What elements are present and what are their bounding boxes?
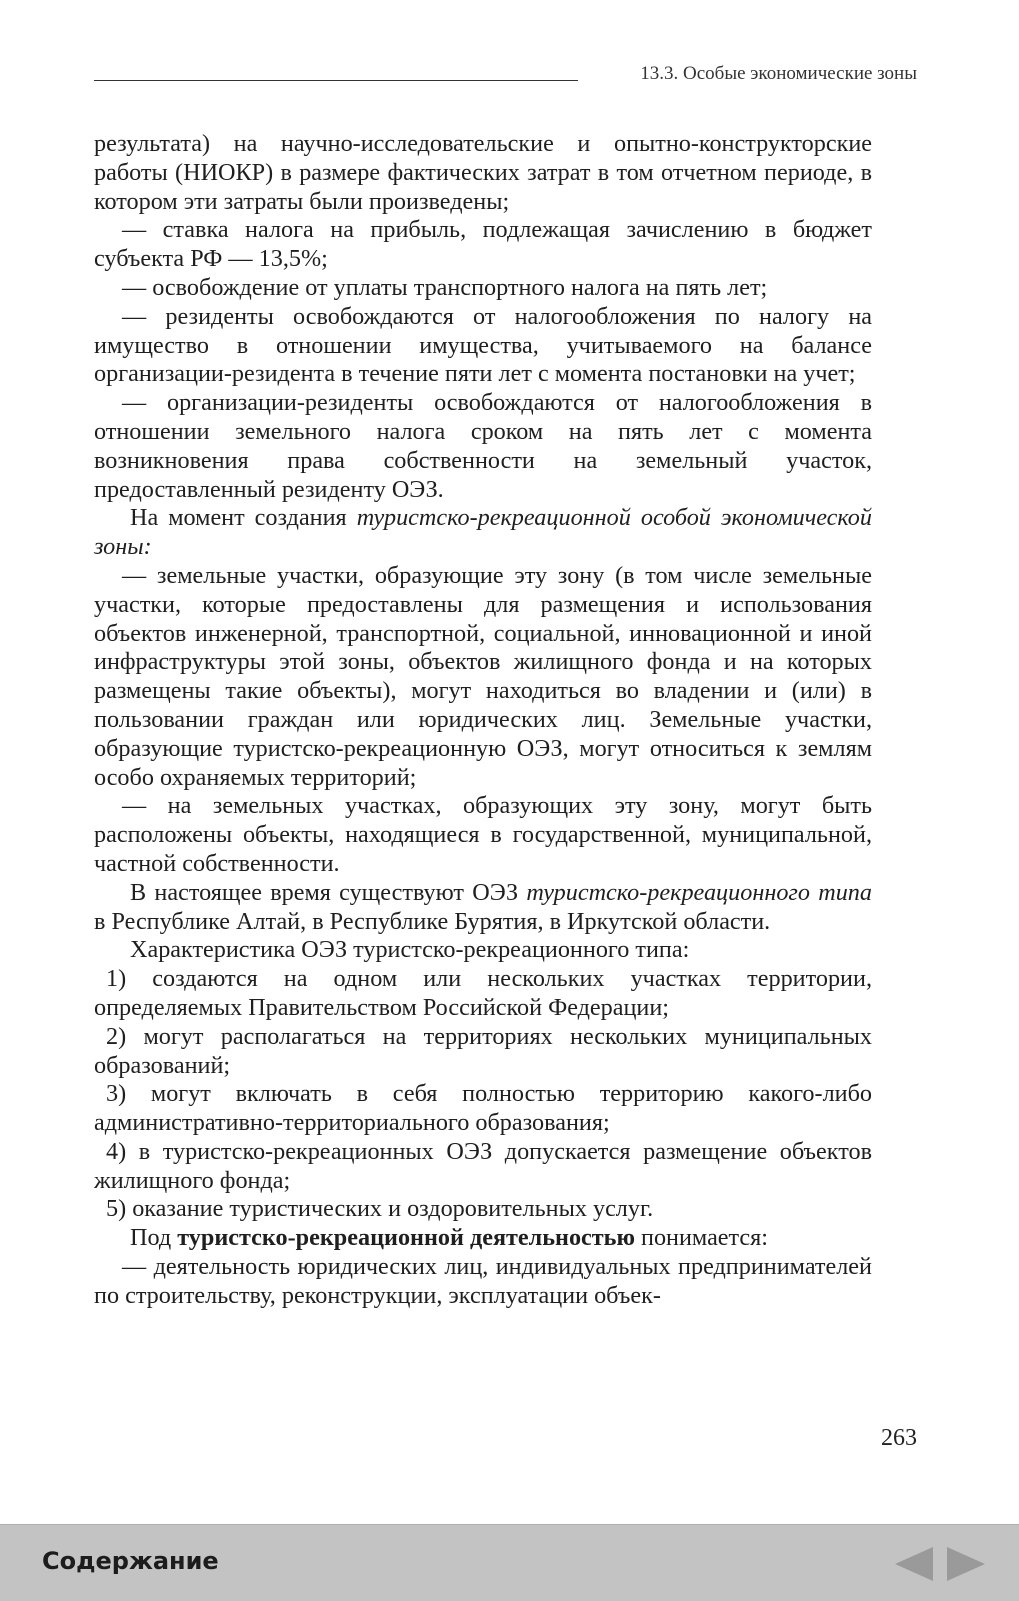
text: понимается: <box>634 1224 768 1252</box>
paragraph: — на земельных участках, образующих эту зону, могут быть расположены объекты, находящиеся в государственной, муниципальной, частной собственности. <box>94 792 872 877</box>
list-item: 4) в туристско-рекреационных ОЭЗ допускается размещение объектов жилищного фонда; <box>94 1137 872 1194</box>
paragraph: — ставка налога на прибыль, подлежащая зачислению в бюджет субъекта РФ — 13,5%; <box>94 216 872 273</box>
text: В настоящее время существуют ОЭЗ <box>130 878 527 906</box>
previous-page-button[interactable] <box>895 1547 935 1585</box>
paragraph: результата) на научно-исследовательские и опытно-конструкторские работы (НИОКР) в размере фактических затрат в том отчетном периоде, в котором эти затраты были произведены; <box>94 130 872 215</box>
paragraph: — освобождение от уплаты транспортного налога на пять лет; <box>122 273 768 301</box>
italic-term: туристско-рекреационного типа <box>526 878 872 906</box>
running-header-title: 13.3. Особые экономические зоны <box>640 63 917 84</box>
next-page-button[interactable] <box>945 1547 985 1585</box>
header-rule <box>94 80 578 81</box>
paragraph <box>94 1224 872 1253</box>
page-content <box>94 130 872 1311</box>
bold-term: туристско-рекреационной деятельностью <box>177 1224 635 1252</box>
paragraph: — земельные участки, образующие эту зону (в том числе земельные участки, которые предоставлены для размещения и использования объектов инженерной, транспортной, социальной, инновационной и иной инфраструктуры этой зоны, объектов жилищного фонда и на которых размещены такие объекты), могут находиться во владении и (или) в пользовании граждан или юридических лиц. Земельные участки, образующие туристско-рекреационную ОЭЗ, могут относиться к землям особо охраняемых территорий; <box>94 561 872 791</box>
paragraph: — резиденты освобождаются от налогообложения по налогу на имущество в отношении имущества, учитываемого на балансе организации-резидента в течение пяти лет с момента постановки на учет; <box>94 302 872 388</box>
list-item: 2) могут располагаться на территориях нескольких муниципальных образований; <box>94 1022 872 1079</box>
list-item: 1) создаются на одном или нескольких участках территории, определяемых Правительством Российской Федерации; <box>94 965 872 1021</box>
list-item: 5) оказание туристических и оздоровительных услуг. <box>106 1195 654 1223</box>
arrow-left-icon <box>895 1547 935 1581</box>
arrow-right-icon <box>945 1547 985 1581</box>
paragraph: — организации-резиденты освобождаются от налогообложения в отношении земельного налога сроком на пять лет с момента возникновения права собственности на земельный участок, предоставленный резиденту ОЭЗ. <box>94 389 872 503</box>
text: в Республике Алтай, в Республике Бурятия, в Иркутской области. <box>94 907 771 935</box>
paragraph: Характеристика ОЭЗ туристско-рекреационного типа: <box>130 936 690 964</box>
paragraph: — деятельность юридических лиц, индивидуальных предпринимателей по строительству, реконструкции, эксплуатации объек- <box>94 1253 872 1309</box>
table-of-contents-link[interactable]: Содержание <box>42 1547 219 1575</box>
page-number: 263 <box>881 1425 917 1451</box>
paragraph <box>94 879 872 937</box>
page-header <box>94 60 917 90</box>
text: Под <box>130 1224 178 1252</box>
paragraph <box>94 504 872 562</box>
navigation-bar <box>0 1524 1019 1601</box>
italic-term: туристско-рекреационной особой экономической зоны: <box>94 504 872 561</box>
text: На момент создания <box>130 504 357 532</box>
list-item: 3) могут включать в себя полностью территорию какого-либо административно-территориального образования; <box>94 1080 872 1137</box>
